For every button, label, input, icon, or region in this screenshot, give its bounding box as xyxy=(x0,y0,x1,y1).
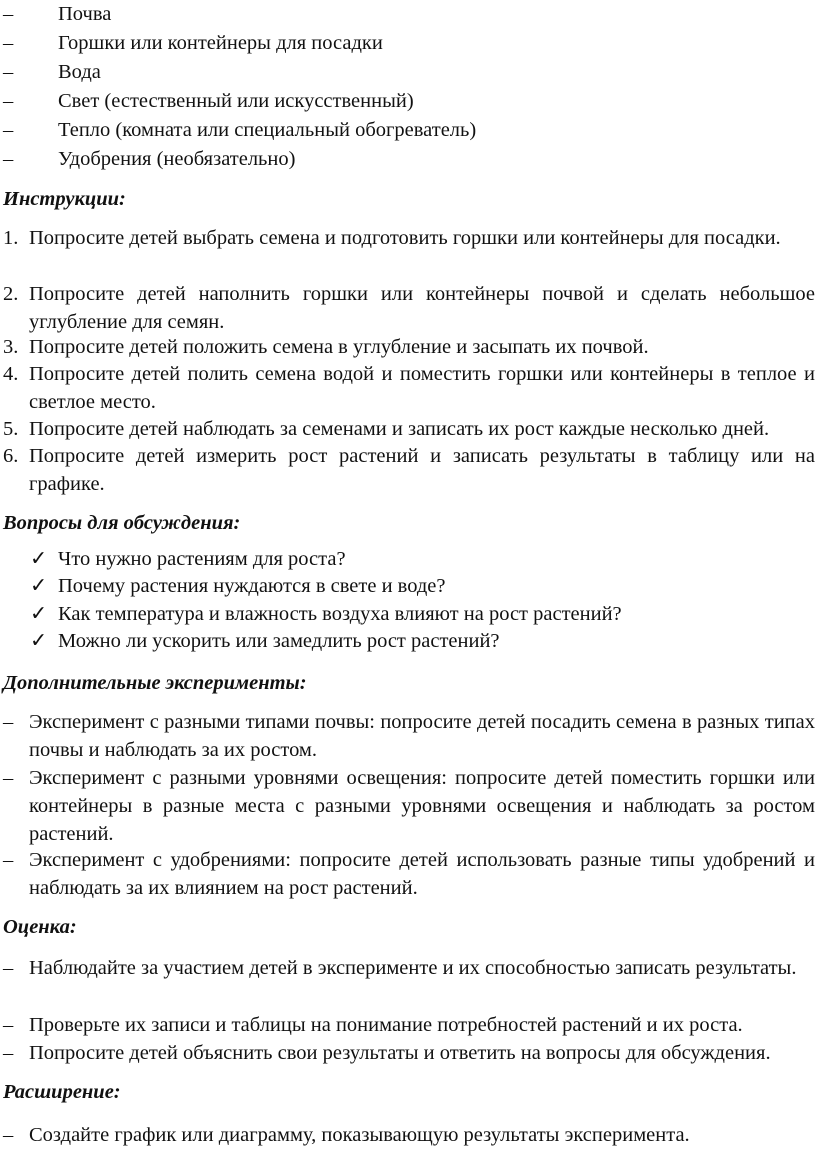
materials-item: Тепло (комната или специальный обогреватель) xyxy=(58,119,477,141)
dash-marker: – xyxy=(3,849,14,871)
dash-marker: – xyxy=(3,767,14,789)
dash-marker: – xyxy=(3,711,14,733)
instruction-item: Попросите детей измерить рост растений и записать результаты в таблицу или на графике. xyxy=(29,445,815,495)
discussion-item: Почему растения нуждаются в свете и воде? xyxy=(58,575,446,597)
discussion-item: Как температура и влажность воздуха влияют на рост растений? xyxy=(58,603,622,625)
list-number: 3. xyxy=(3,336,19,358)
checkmark-icon: ✓ xyxy=(30,548,48,570)
experiment-item: Эксперимент с разными типами почвы: попросите детей посадить семена в разных типах почвы и наблюдать за их ростом. xyxy=(29,711,815,761)
materials-item: Свет (естественный или искусственный) xyxy=(58,90,414,112)
dash-marker: – xyxy=(3,119,14,141)
dash-marker: – xyxy=(3,1014,14,1036)
extension-heading: Расширение: xyxy=(3,1081,121,1103)
evaluation-item: Проверьте их записи и таблицы на понимание потребностей растений и их роста. xyxy=(29,1014,743,1036)
experiment-item: Эксперимент с разными уровнями освещения: попросите детей поместить горшки или контейнеры в разные места с разными уровнями освещения и наблюдать за ростом растений. xyxy=(29,767,815,845)
discussion-item: Что нужно растениям для роста? xyxy=(58,548,346,570)
dash-marker: – xyxy=(3,90,14,112)
materials-item: Вода xyxy=(58,61,101,83)
evaluation-heading: Оценка: xyxy=(3,916,77,938)
evaluation-item: Наблюдайте за участием детей в эксперименте и их способностью записать результаты. xyxy=(29,957,797,979)
discussion-item: Можно ли ускорить или замедлить рост растений? xyxy=(58,630,500,652)
dash-marker: – xyxy=(3,148,14,170)
materials-item: Почва xyxy=(58,3,112,25)
list-number: 4. xyxy=(3,363,19,385)
dash-marker: – xyxy=(3,3,14,25)
list-number: 2. xyxy=(3,283,19,305)
materials-item: Горшки или контейнеры для посадки xyxy=(58,32,383,54)
checkmark-icon: ✓ xyxy=(30,603,48,625)
dash-marker: – xyxy=(3,32,14,54)
instruction-item: Попросите детей полить семена водой и поместить горшки или контейнеры в теплое и светлое место. xyxy=(29,363,815,413)
materials-item: Удобрения (необязательно) xyxy=(58,148,296,170)
checkmark-icon: ✓ xyxy=(30,630,48,652)
instruction-item: Попросите детей наблюдать за семенами и записать их рост каждые несколько дней. xyxy=(29,418,770,440)
dash-marker: – xyxy=(3,957,14,979)
experiments-heading: Дополнительные эксперименты: xyxy=(3,672,307,694)
dash-marker: – xyxy=(3,61,14,83)
list-number: 6. xyxy=(3,445,19,467)
instruction-item: Попросите детей выбрать семена и подготовить горшки или контейнеры для посадки. xyxy=(29,227,781,249)
instruction-item: Попросите детей наполнить горшки или контейнеры почвой и сделать небольшое углубление для семян. xyxy=(29,283,815,333)
list-number: 5. xyxy=(3,418,19,440)
dash-marker: – xyxy=(3,1042,14,1064)
list-number: 1. xyxy=(3,227,19,249)
instruction-item: Попросите детей положить семена в углубление и засыпать их почвой. xyxy=(29,336,649,358)
dash-marker: – xyxy=(3,1124,14,1146)
extension-item: Создайте график или диаграмму, показывающую результаты эксперимента. xyxy=(29,1124,690,1146)
experiment-item: Эксперимент с удобрениями: попросите детей использовать разные типы удобрений и наблюдать за их влиянием на рост растений. xyxy=(29,849,815,899)
evaluation-item: Попросите детей объяснить свои результаты и ответить на вопросы для обсуждения. xyxy=(29,1042,771,1064)
checkmark-icon: ✓ xyxy=(30,575,48,597)
discussion-heading: Вопросы для обсуждения: xyxy=(3,512,241,534)
instructions-heading: Инструкции: xyxy=(3,188,126,210)
